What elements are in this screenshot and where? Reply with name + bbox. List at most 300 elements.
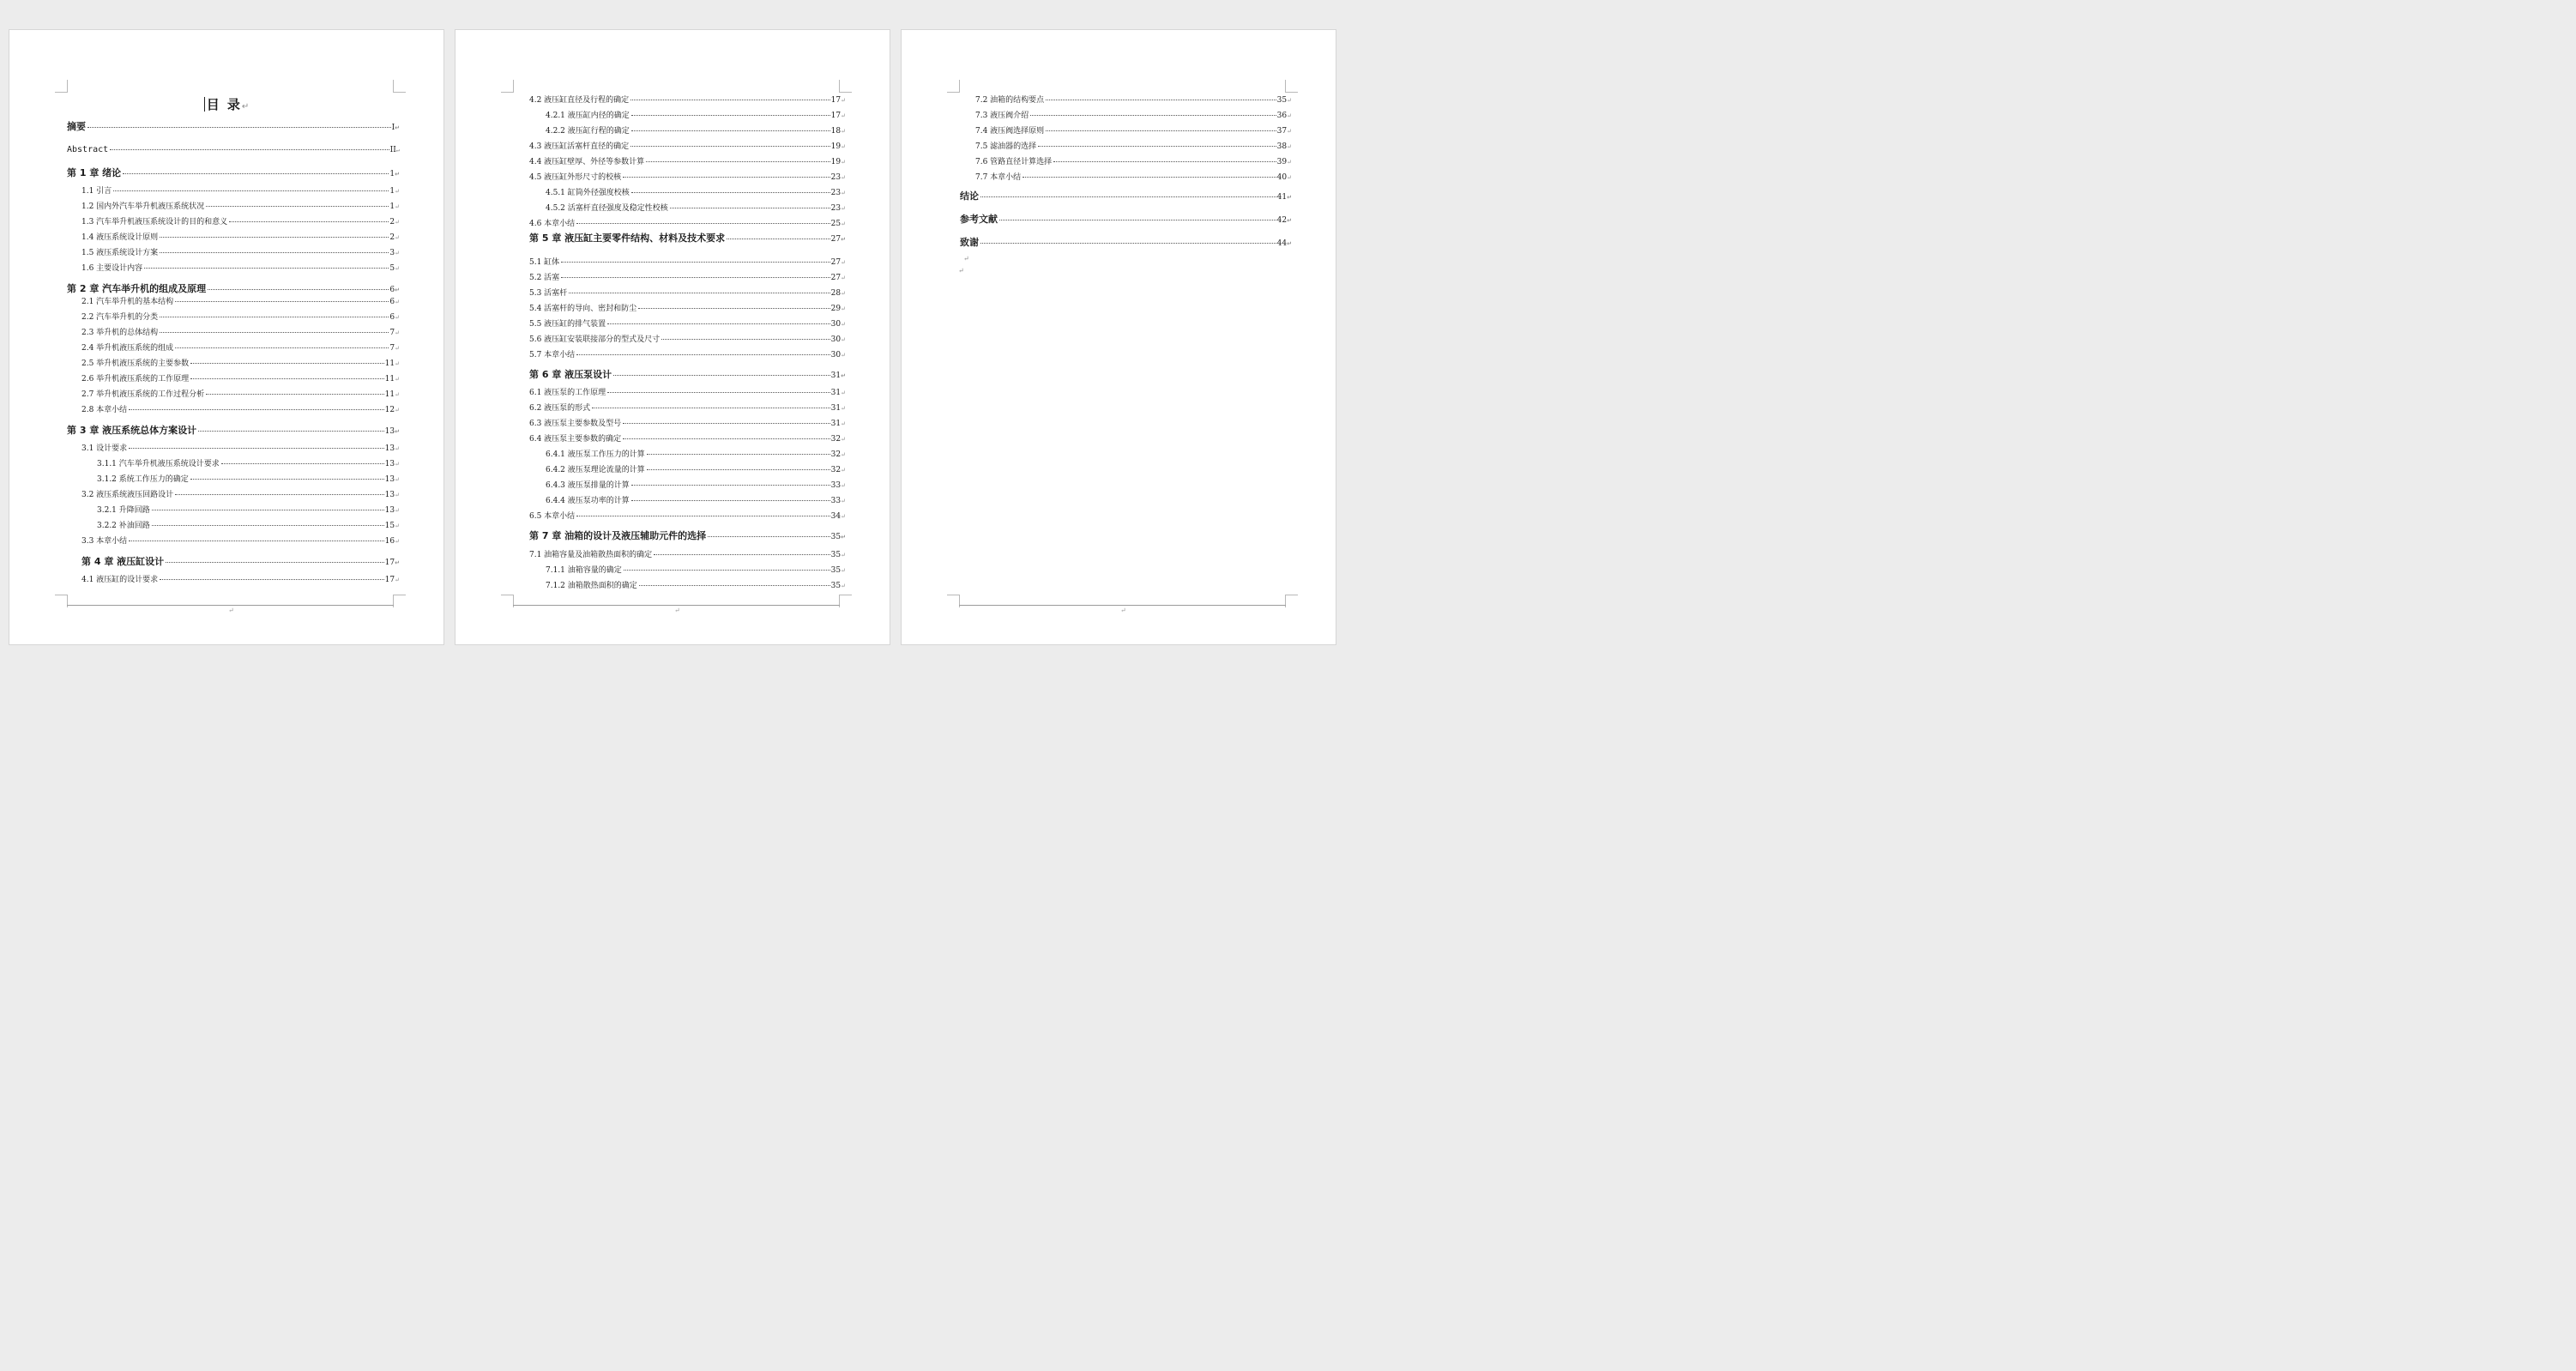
toc-entry-title: 2.5 举升机液压系统的主要参数 [81, 359, 190, 368]
toc-entry-page: 1 [389, 187, 395, 196]
paragraph-mark-icon: ↵ [841, 305, 846, 312]
footer-rule [513, 605, 840, 606]
toc-entry-title: 第 7 章 油箱的设计及液压辅助元件的选择 [529, 530, 707, 541]
toc-entry-page: 17 [830, 96, 842, 105]
paragraph-mark-icon: ↵ [841, 552, 846, 559]
dot-leader [647, 469, 830, 470]
paragraph-mark-icon: ↵ [395, 461, 400, 468]
toc-entry-title: 6.4.1 液压泵工作压力的计算 [546, 450, 645, 459]
toc-entry-title: 5.4 活塞杆的导向、密封和防尘 [529, 305, 637, 313]
paragraph-mark-icon: ↵ [841, 372, 846, 379]
paragraph-mark-icon: ↵ [395, 391, 400, 398]
dot-leader [160, 579, 383, 580]
toc-entry-title: 第 2 章 汽车举升机的组成及原理 [67, 283, 207, 294]
toc-entry[interactable] [67, 426, 400, 437]
toc-entry-title: 1.1 引言 [81, 187, 112, 196]
dot-leader [144, 268, 389, 269]
paragraph-mark-icon: ↵ [1287, 240, 1292, 247]
dot-leader [129, 448, 383, 449]
toc-entry-title: 5.3 活塞杆 [529, 289, 568, 298]
dot-leader [561, 277, 830, 278]
toc-entry-title: 2.1 汽车举升机的基本结构 [81, 298, 174, 306]
toc-entry-page: 30 [830, 351, 842, 359]
toc-entry[interactable] [81, 233, 400, 243]
toc-entry-page: 38 [1276, 142, 1288, 151]
toc-entry[interactable] [81, 359, 400, 369]
paragraph-mark-icon: ↵ [841, 567, 846, 574]
paragraph-mark-icon: ↵ [395, 171, 400, 178]
toc-heading-text: 目 录 [206, 97, 242, 112]
toc-entry[interactable] [529, 419, 846, 429]
dot-leader [631, 485, 830, 486]
paragraph-mark-icon: ↵ [841, 405, 846, 412]
toc-entry-title: 3.3 本章小结 [81, 537, 128, 546]
toc-list [902, 30, 1336, 644]
paragraph-mark-icon: ↵ [841, 220, 846, 227]
toc-entry[interactable] [546, 111, 846, 121]
paragraph-mark-icon: ↵ [841, 583, 846, 589]
toc-entry[interactable] [975, 172, 1292, 183]
dot-leader [630, 146, 830, 147]
dot-leader [980, 196, 1276, 197]
toc-entry[interactable] [81, 343, 400, 353]
paragraph-mark-icon: ↵ [841, 290, 846, 297]
toc-entry[interactable] [81, 297, 400, 307]
dot-leader [654, 554, 830, 555]
dot-leader [198, 431, 384, 432]
toc-entry-title: 4.5.1 缸筒外径强度校核 [546, 189, 630, 197]
toc-entry-page: 30 [830, 335, 842, 344]
toc-entry-title: 5.7 本章小结 [529, 351, 576, 359]
toc-entry-page: 6 [389, 313, 395, 322]
toc-entry-page: 13 [384, 506, 395, 515]
paragraph-mark-icon: ↵ [395, 314, 400, 321]
toc-entry-page: 13 [384, 444, 395, 453]
paragraph-mark-icon: ↵ [1120, 607, 1126, 614]
paragraph-mark-icon: ↵ [841, 159, 846, 166]
toc-entry-title: 6.4.2 液压泵理论流量的计算 [546, 466, 645, 474]
dot-leader [208, 289, 389, 290]
toc-entry[interactable] [529, 403, 846, 414]
toc-entry[interactable] [546, 203, 846, 214]
dot-leader [1023, 177, 1276, 178]
toc-entry[interactable] [960, 191, 1292, 202]
toc-entry[interactable] [529, 257, 846, 268]
dot-leader [623, 438, 830, 439]
toc-entry-page: 7 [389, 329, 395, 337]
toc-entry[interactable] [546, 496, 846, 506]
paragraph-mark-icon: ↵ [1287, 194, 1292, 201]
paragraph-mark-icon: ↵ [395, 287, 400, 293]
dot-leader [1053, 161, 1276, 162]
dot-leader [206, 394, 383, 395]
toc-entry-page: 13 [384, 475, 395, 484]
toc-entry[interactable] [960, 238, 1292, 249]
toc-entry-page: 27 [830, 258, 842, 267]
toc-entry-title: 4.4 液压缸壁厚、外径等参数计算 [529, 158, 645, 166]
dot-leader [166, 562, 384, 563]
dot-leader [623, 423, 830, 424]
toc-entry-title: 7.2 油箱的结构要点 [975, 96, 1045, 105]
toc-entry-page: 27 [830, 235, 842, 244]
toc-entry-title: 摘要 [67, 121, 86, 132]
toc-entry-page: 13 [384, 427, 395, 436]
paragraph-mark-icon: ↵ [395, 492, 400, 498]
toc-entry-title: 2.4 举升机液压系统的组成 [81, 344, 174, 353]
paragraph-mark-icon: ↵ [674, 607, 680, 614]
toc-entry-page: 35 [1276, 96, 1288, 105]
toc-entry-page: 23 [830, 173, 842, 182]
toc-entry-page: 32 [830, 450, 842, 459]
toc-entry-title: 4.3 液压缸活塞杆直径的确定 [529, 142, 630, 151]
dot-leader [561, 262, 830, 263]
toc-entry[interactable] [529, 335, 846, 345]
toc-entry[interactable] [546, 480, 846, 491]
document-page-1[interactable] [9, 29, 444, 645]
toc-entry[interactable] [81, 557, 400, 568]
paragraph-mark-icon: ↵ [841, 420, 846, 427]
dot-leader [576, 223, 830, 224]
toc-entry-title: 2.8 本章小结 [81, 406, 128, 414]
paragraph-mark-icon: ↵ [395, 250, 400, 257]
toc-entry[interactable] [97, 521, 400, 531]
dot-leader [623, 177, 830, 178]
paragraph-mark-icon: ↵ [395, 124, 400, 131]
toc-list [9, 30, 443, 644]
toc-entry[interactable] [529, 219, 846, 229]
toc-entry[interactable] [67, 122, 400, 133]
toc-entry-title: 1.6 主要设计内容 [81, 264, 143, 273]
paragraph-mark-icon: ↵ [395, 522, 400, 529]
toc-entry-page: 31 [830, 371, 842, 380]
paragraph-mark-icon: ↵ [841, 128, 846, 135]
toc-entry-page: 3 [389, 249, 395, 257]
document-page-3[interactable] [901, 29, 1336, 645]
toc-entry[interactable] [546, 126, 846, 136]
paragraph-mark-icon: ↵ [841, 534, 846, 541]
toc-entry[interactable] [97, 459, 400, 469]
toc-entry-page: 13 [384, 460, 395, 468]
toc-entry-page: 30 [830, 320, 842, 329]
dot-leader [631, 192, 830, 193]
toc-entry-title: 5.2 活塞 [529, 274, 560, 282]
toc-entry-title: 7.1 油箱容量及油箱散热面积的确定 [529, 551, 653, 559]
dot-leader [221, 463, 384, 464]
dot-leader [1046, 130, 1276, 131]
toc-entry-title: 1.4 液压系统设计原则 [81, 233, 159, 242]
paragraph-mark-icon: ↵ [1287, 174, 1292, 181]
dot-leader [160, 252, 389, 253]
toc-entry-title: 1.5 液压系统设计方案 [81, 249, 159, 257]
toc-entry-page: 32 [830, 435, 842, 444]
toc-entry[interactable] [81, 217, 400, 227]
dot-leader [206, 206, 389, 207]
toc-entry-page: 29 [830, 305, 842, 313]
toc-entry[interactable] [81, 405, 400, 415]
toc-entry[interactable] [529, 319, 846, 329]
paragraph-mark-icon: ↵ [841, 436, 846, 443]
toc-entry-title: 第 3 章 液压系统总体方案设计 [67, 425, 197, 436]
paragraph-mark-icon: ↵ [395, 476, 400, 483]
toc-entry-title: 4.5 液压缸外形尺寸的校核 [529, 173, 622, 182]
paragraph-mark-icon: ↵ [395, 507, 400, 514]
toc-entry-page: 18 [830, 127, 842, 136]
paragraph-mark-icon: ↵ [963, 255, 969, 263]
paragraph-mark-icon: ↵ [841, 482, 846, 489]
toc-entry[interactable] [529, 233, 846, 245]
toc-entry-page: 35 [830, 551, 842, 559]
dot-leader [175, 494, 383, 495]
document-page-2[interactable] [455, 29, 890, 645]
footer-rule [67, 605, 394, 606]
toc-entry-title: 3.1.1 汽车举升机液压系统设计要求 [97, 460, 220, 468]
paragraph-mark-icon: ↵ [841, 275, 846, 281]
dot-leader [123, 173, 389, 174]
toc-entry-page: 44 [1276, 239, 1288, 248]
toc-entry[interactable] [81, 444, 400, 454]
dot-leader [646, 161, 830, 162]
toc-entry-page: 6 [389, 298, 395, 306]
dot-leader [113, 190, 389, 191]
toc-entry-page: 40 [1276, 173, 1288, 182]
toc-entry-title: 4.5.2 活塞杆直径强度及稳定性校核 [546, 204, 668, 213]
toc-entry-page: 13 [384, 491, 395, 499]
toc-entry[interactable] [529, 95, 846, 106]
toc-entry[interactable] [960, 214, 1292, 226]
dot-leader [639, 585, 830, 586]
toc-entry[interactable] [529, 273, 846, 283]
paragraph-mark-icon: ↵ [1287, 159, 1292, 166]
toc-entry-page: 31 [830, 404, 842, 413]
paragraph-mark-icon: ↵ [395, 234, 400, 241]
dot-leader [129, 409, 383, 410]
toc-entry-title: 2.3 举升机的总体结构 [81, 329, 159, 337]
toc-entry-page: 7 [389, 344, 395, 353]
paragraph-mark-icon: ↵ [841, 236, 846, 243]
toc-entry-page: 16 [384, 537, 395, 546]
toc-entry-title: 7.1.1 油箱容量的确定 [546, 566, 622, 575]
dot-leader [152, 525, 384, 526]
paragraph-mark-icon: ↵ [841, 352, 846, 359]
paragraph-mark-icon: ↵ [395, 147, 400, 154]
toc-entry[interactable] [546, 188, 846, 198]
toc-entry[interactable] [546, 450, 846, 460]
paragraph-mark-icon: ↵ [395, 407, 400, 414]
paragraph-mark-icon: ↵ [841, 143, 846, 150]
toc-entry-page: 11 [384, 375, 395, 384]
toc-entry[interactable] [81, 490, 400, 500]
toc-entry[interactable] [546, 465, 846, 475]
toc-entry[interactable] [81, 390, 400, 400]
toc-entry[interactable] [67, 284, 400, 295]
toc-entry-page: 23 [830, 189, 842, 197]
toc-entry-title: 4.2 液压缸直径及行程的确定 [529, 96, 630, 105]
dot-leader [607, 323, 830, 324]
toc-entry[interactable] [529, 370, 846, 381]
toc-entry[interactable] [81, 536, 400, 547]
toc-entry-page: 15 [384, 522, 395, 530]
toc-entry-title: 2.2 汽车举升机的分类 [81, 313, 159, 322]
dot-leader [661, 339, 830, 340]
toc-entry[interactable] [975, 111, 1292, 121]
toc-entry-page: 41 [1276, 193, 1288, 202]
dot-leader [175, 347, 389, 348]
toc-entry-title: 7.6 管路直径计算选择 [975, 158, 1053, 166]
toc-entry[interactable] [975, 126, 1292, 136]
paragraph-mark-icon: ↵ [395, 345, 400, 352]
toc-entry-title: 4.1 液压缸的设计要求 [81, 576, 159, 584]
paragraph-mark-icon: ↵ [395, 299, 400, 305]
toc-entry-title: 结论 [960, 190, 979, 202]
paragraph-mark-icon: ↵ [395, 219, 400, 226]
toc-entry[interactable] [81, 248, 400, 258]
toc-entry[interactable] [529, 142, 846, 152]
toc-entry-title: 3.1 设计要求 [81, 444, 128, 453]
paragraph-mark-icon: ↵ [395, 559, 400, 566]
paragraph-mark-icon: ↵ [1287, 217, 1292, 224]
paragraph-mark-icon: ↵ [841, 513, 846, 520]
toc-entry[interactable] [529, 550, 846, 560]
toc-entry[interactable] [81, 263, 400, 274]
toc-entry-page: 27 [830, 274, 842, 282]
toc-entry-title: 第 5 章 液压缸主要零件结构、材料及技术要求 [529, 233, 726, 244]
dot-leader [613, 375, 830, 376]
toc-entry-page: 42 [1276, 216, 1288, 225]
toc-entry[interactable] [81, 374, 400, 384]
toc-entry-page: I [391, 124, 395, 132]
toc-entry-page: 31 [830, 389, 842, 397]
toc-entry-page: 39 [1276, 158, 1288, 166]
toc-entry-title: 第 1 章 绪论 [67, 167, 122, 178]
toc-entry[interactable] [546, 565, 846, 576]
toc-entry-page: 36 [1276, 112, 1288, 120]
toc-entry-title: 7.4 液压阀选择原则 [975, 127, 1045, 136]
toc-entry-title: 6.4 液压泵主要参数的确定 [529, 435, 622, 444]
paragraph-mark-icon: ↵ [241, 102, 250, 112]
dot-leader [638, 308, 830, 309]
toc-entry-page: 17 [830, 112, 842, 120]
toc-entry-page: 2 [389, 218, 395, 226]
paragraph-mark-icon: ↵ [395, 188, 400, 195]
toc-entry-page: 19 [830, 158, 842, 166]
toc-entry[interactable] [529, 511, 846, 522]
toc-entry-page: 35 [830, 582, 842, 590]
toc-entry[interactable] [529, 288, 846, 299]
toc-entry-title: 5.6 液压缸安装联接部分的型式及尺寸 [529, 335, 661, 344]
dot-leader [1038, 146, 1276, 147]
paragraph-mark-icon: ↵ [841, 467, 846, 474]
toc-entry-page: 31 [830, 420, 842, 428]
paragraph-mark-icon: ↵ [395, 428, 400, 435]
toc-entry[interactable] [975, 95, 1292, 106]
toc-entry-title: 4.6 本章小结 [529, 220, 576, 228]
toc-entry-title: 3.2.1 升降回路 [97, 506, 150, 515]
toc-entry-page: 1 [389, 170, 395, 178]
dot-leader [110, 149, 389, 150]
toc-entry[interactable] [81, 328, 400, 338]
toc-entry-page: II [389, 146, 396, 154]
toc-entry[interactable] [529, 531, 846, 542]
dot-leader [631, 115, 830, 116]
paragraph-mark-icon: ↵ [841, 97, 846, 104]
toc-entry-title: 6.3 液压泵主要参数及型号 [529, 420, 622, 428]
toc-entry-page: 33 [830, 497, 842, 505]
toc-entry-page: 35 [830, 566, 842, 575]
dot-leader [624, 570, 830, 571]
paragraph-mark-icon: ↵ [395, 538, 400, 545]
toc-entry[interactable] [81, 202, 400, 212]
paragraph-mark-icon: ↵ [841, 498, 846, 504]
toc-entry-page: 33 [830, 481, 842, 490]
toc-entry[interactable] [67, 168, 400, 179]
toc-entry[interactable] [529, 388, 846, 398]
toc-entry[interactable] [975, 142, 1292, 152]
toc-entry[interactable] [529, 434, 846, 444]
dot-leader [647, 454, 830, 455]
toc-entry-title: 参考文献 [960, 214, 998, 225]
toc-entry[interactable] [67, 145, 400, 155]
dot-leader [607, 392, 830, 393]
toc-entry-page: 35 [830, 533, 842, 541]
paragraph-mark-icon: ↵ [841, 259, 846, 266]
toc-entry[interactable] [97, 474, 400, 485]
toc-entry[interactable] [81, 186, 400, 196]
dot-leader [708, 536, 830, 537]
dot-leader [980, 243, 1276, 244]
paragraph-mark-icon: ↵ [395, 376, 400, 383]
toc-entry-page: 28 [830, 289, 842, 298]
toc-entry[interactable] [529, 157, 846, 167]
paragraph-mark-icon: ↵ [395, 329, 400, 336]
dot-leader [631, 500, 830, 501]
toc-entry-title: 6.1 液压泵的工作原理 [529, 389, 606, 397]
paragraph-mark-icon: ↵ [841, 390, 846, 396]
toc-entry-page: 1 [389, 202, 395, 211]
paragraph-mark-icon: ↵ [395, 203, 400, 210]
paragraph-mark-icon: ↵ [1287, 143, 1292, 150]
toc-entry[interactable] [81, 312, 400, 323]
toc-entry-page: 6 [389, 286, 395, 294]
toc-entry[interactable] [529, 172, 846, 183]
toc-entry[interactable] [529, 350, 846, 360]
dot-leader [229, 221, 389, 222]
paragraph-mark-icon: ↵ [1287, 128, 1292, 135]
toc-entry[interactable] [975, 157, 1292, 167]
paragraph-mark-icon: ↵ [395, 577, 400, 583]
toc-entry[interactable] [546, 581, 846, 591]
dot-leader [175, 301, 389, 302]
toc-entry-title: 3.2.2 补油回路 [97, 522, 150, 530]
toc-entry[interactable] [81, 575, 400, 585]
toc-entry-title: 4.2.1 液压缸内径的确定 [546, 112, 630, 120]
toc-entry-title: 1.2 国内外汽车举升机液压系统状况 [81, 202, 205, 211]
toc-entry[interactable] [97, 505, 400, 516]
footer-rule [959, 605, 1286, 606]
paragraph-mark-icon: ↵ [841, 336, 846, 343]
toc-list [455, 30, 890, 644]
toc-entry[interactable] [529, 304, 846, 314]
toc-entry-title: 6.5 本章小结 [529, 512, 576, 521]
paragraph-mark-icon: ↵ [395, 265, 400, 272]
toc-entry-page: 37 [1276, 127, 1288, 136]
paragraph-mark-icon: ↵ [395, 360, 400, 367]
toc-entry-title: 3.2 液压系统液压回路设计 [81, 491, 174, 499]
paragraph-mark-icon: ↵ [841, 112, 846, 119]
toc-entry-title: 6.2 液压泵的形式 [529, 404, 591, 413]
toc-entry-title: 6.4.3 液压泵排量的计算 [546, 481, 630, 490]
toc-entry-title: 第 4 章 液压缸设计 [81, 556, 165, 567]
toc-entry-title: 7.7 本章小结 [975, 173, 1022, 182]
